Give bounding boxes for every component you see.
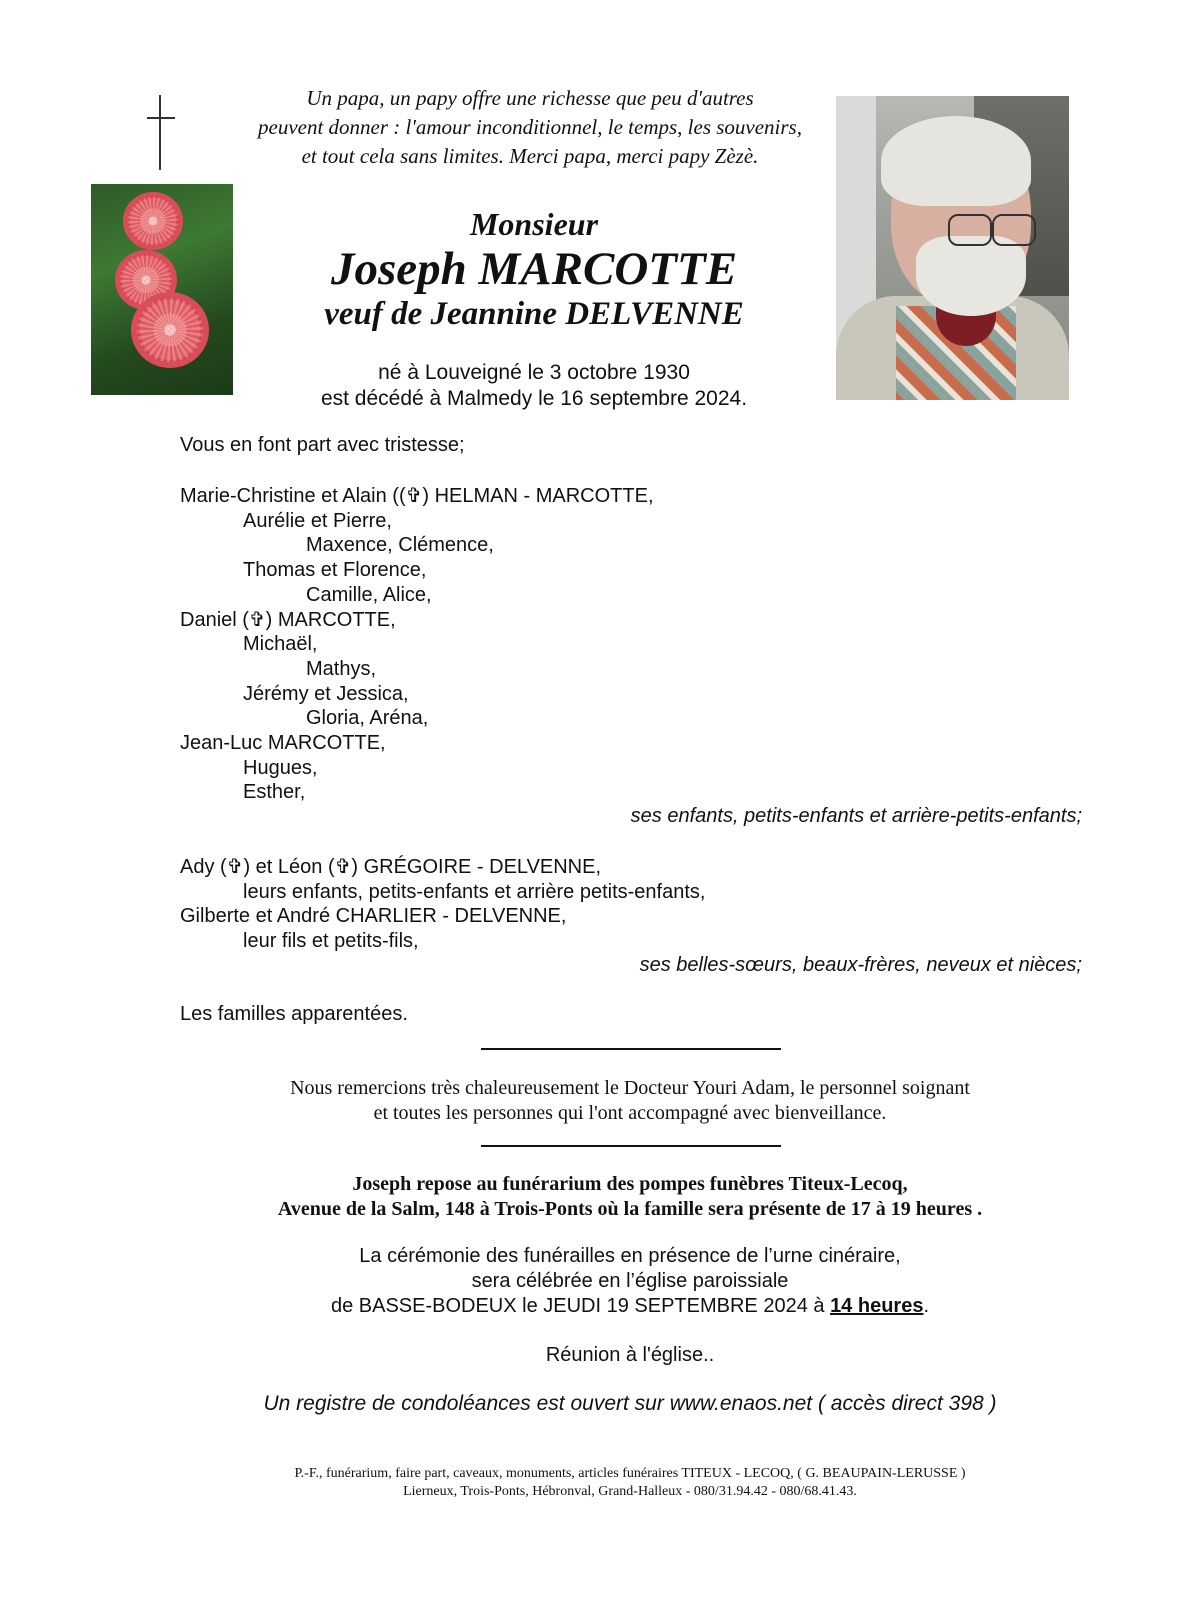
footer-line: Lierneux, Trois-Ponts, Hébronval, Grand-Halleux - 080/31.94.42 - 080/68.41.43. [403,1484,857,1499]
portrait-photo [836,96,1069,400]
dahlia-bloom [123,192,183,250]
announcement-intro: Vous en font part avec tristesse; [180,434,465,456]
family-line: Daniel (✞) MARCOTTE, [180,608,396,631]
family-line: Ady (✞) et Léon (✞) GRÉGOIRE - DELVENNE, [180,856,602,878]
ceremony-line: La cérémonie des funérailles en présence de l’urne cinéraire, [359,1245,901,1267]
cross-icon [159,95,161,170]
ceremony-suffix: . [923,1295,930,1317]
honorific: Monsieur [469,206,599,242]
family-line: Mathys, [306,657,377,680]
ceremony-date: de BASSE-BODEUX le JEUDI 19 SEPTEMBRE 2024 à [330,1295,831,1317]
family-line: Gloria, Aréna, [306,707,429,730]
ceremony-time: 14 heures [830,1295,924,1317]
ceremony-paragraph [130,1244,1130,1319]
birth-line: né à Louveigné le 3 octobre 1930 [378,361,690,384]
divider [481,1145,781,1147]
quote-line: et tout cela sans limites. Merci papa, merci papy Zèzè. [301,144,759,168]
ceremony-line [130,1294,1130,1319]
condolence-register-line: Un registre de condoléances est ouvert sur www.enaos.net ( accès direct 398 ) [263,1392,997,1415]
cross-icon-bar [147,117,175,119]
family-line: Jérémy et Jessica, [243,682,409,705]
family-line: Michaël, [243,633,318,656]
family-line: Thomas et Florence, [243,559,427,582]
family-line: leur fils et petits-fils, [243,930,419,953]
thanks-paragraph [180,1076,1080,1126]
family-line: Gilberte et André CHARLIER - DELVENNE, [180,905,567,928]
family-line: Marie-Christine et Alain ((✞) HELMAN - MARCOTTE, [180,485,654,507]
thanks-line: Nous remercions très chaleureusement le Docteur Youri Adam, le personnel soignant [290,1077,970,1099]
repose-line: Joseph repose au funérarium des pompes funèbres Titeux-Lecoq, [352,1173,908,1195]
repose-line: Avenue de la Salm, 148 à Trois-Ponts où la famille sera présente de 17 à 19 heures . [277,1198,983,1220]
epigraph-quote [205,84,855,171]
dahlia-flowers-image [91,184,233,395]
repose-paragraph [130,1172,1130,1222]
family-line: Camille, Alice, [306,583,432,606]
family-children-list [180,484,654,805]
family-line: Jean-Luc MARCOTTE, [180,732,386,755]
quote-line: peuvent donner : l'amour inconditionnel, le temps, les souvenirs, [258,115,802,139]
divider [481,1048,781,1050]
quote-line: Un papa, un papy offre une richesse que peu d'autres [306,86,754,110]
footer-line: P.-F., funérarium, faire part, caveaux, monuments, articles funéraires TITEUX - LECOQ, ( G. BEAUPAIN-LERUSSE ) [294,1466,966,1481]
death-line: est décédé à Malmedy le 16 septembre 2024. [320,387,748,410]
family-line: Esther, [243,781,306,804]
life-dates [234,360,834,412]
reunion-line: Réunion à l'église.. [545,1344,715,1366]
family-line: leurs enfants, petits-enfants et arrière petits-enfants, [243,880,706,903]
thanks-line: et toutes les personnes qui l'ont accompagné avec bienveillance. [373,1102,887,1124]
family-line: Aurélie et Pierre, [243,509,392,532]
inlaws-caption: ses belles-sœurs, beaux-frères, neveux et nièces; [639,954,1082,976]
glasses-icon [948,214,992,246]
children-caption: ses enfants, petits-enfants et arrière-petits-enfants; [630,805,1082,827]
relatives-line: Les familles apparentées. [180,1003,408,1025]
family-inlaws-list [180,855,705,954]
widow-of: veuf de Jeannine DELVENNE [324,296,744,332]
family-line: Maxence, Clémence, [306,534,494,557]
deceased-name: Joseph MARCOTTE [330,243,738,295]
ceremony-line: sera célébrée en l’église paroissiale [471,1270,789,1292]
funeral-home-footer [130,1465,1130,1501]
dahlia-bloom [131,292,209,368]
family-line: Hugues, [243,756,318,779]
